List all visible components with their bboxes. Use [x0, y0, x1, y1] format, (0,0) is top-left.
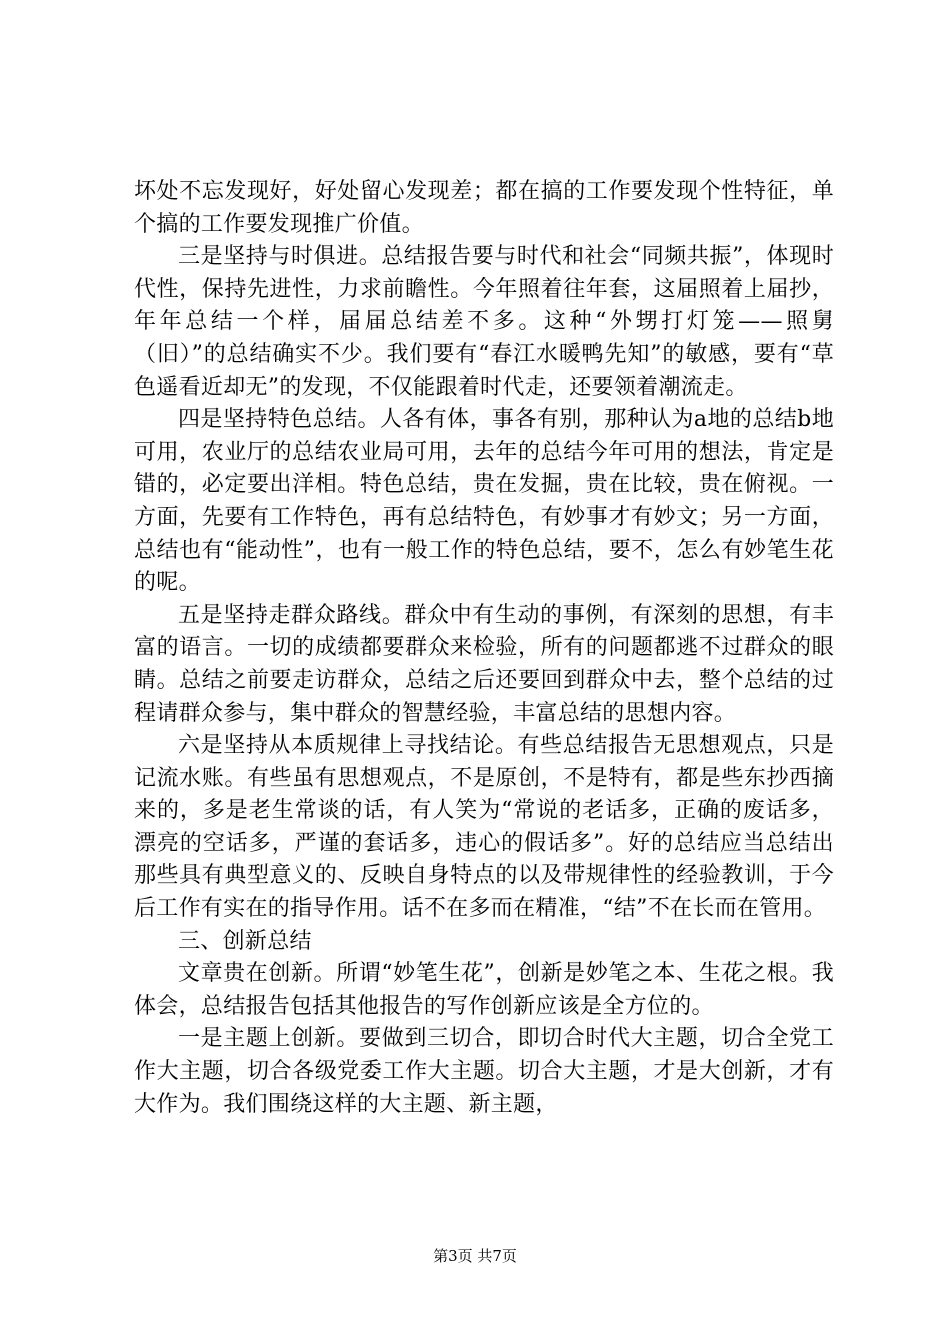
section-heading: 三、创新总结: [178, 928, 312, 954]
document-body: [134, 176, 834, 1121]
paragraph-continued: 坏处不忘发现好，好处留心发现差；都在搞的工作要发现个性特征，单个搞的工作要发现推广价值。: [134, 179, 834, 237]
paragraph-point-six: 六是坚持从本质规律上寻找结论。有些总结报告无思想观点，只是记流水账。有些虽有思想观点，不是原创，不是特有，都是些东抄西摘来的，多是老生常谈的话，有人笑为“常说的老话多，正确的废话多，漂亮的空话多，严谨的套话多，违心的假话多”。好的总结应当总结出那些具有典型意义的、反映自身特点的以及带规律性的经验教训，于今后工作有实在的指导作用。话不在多而在精准，“结”不在长而在管用。: [134, 733, 834, 922]
page-number-footer: 第3页 共7页: [433, 1247, 517, 1265]
paragraph-point-four: 四是坚持特色总结。人各有体，事各有别，那种认为a地的总结b地可用，农业厅的总结农业局可用，去年的总结今年可用的想法，肯定是错的，必定要出洋相。特色总结，贵在发掘，贵在比较，贵在俯视。一方面，先要有工作特色，再有总结特色，有妙事才有妙文；另一方面，总结也有“能动性”，也有一般工作的特色总结，要不，怎么有妙笔生花的呢。: [134, 407, 834, 596]
paragraph-point-three: 三是坚持与时俱进。总结报告要与时代和社会“同频共振”，体现时代性，保持先进性，力求前瞻性。今年照着往年套，这届照着上届抄，年年总结一个样，届届总结差不多。这种“外甥打灯笼——照舅（旧）”的总结确实不少。我们要有“春江水暖鸭先知”的敏感，要有“草色遥看近却无”的发现，不仅能跟着时代走，还要领着潮流走。: [134, 244, 834, 400]
paragraph-point-five: 五是坚持走群众路线。群众中有生动的事例，有深刻的思想，有丰富的语言。一切的成绩都要群众来检验，所有的问题都逃不过群众的眼睛。总结之前要走访群众，总结之后还要回到群众中去，整个总结的过程请群众参与，集中群众的智慧经验，丰富总结的思想内容。: [134, 602, 834, 726]
paragraph-theme-innovation: 一是主题上创新。要做到三切合，即切合时代大主题，切合全党工作大主题，切合各级党委工作大主题。切合大主题，才是大创新，才有大作为。我们围绕这样的大主题、新主题，: [134, 1026, 834, 1117]
paragraph-innovation-intro: 文章贵在创新。所谓“妙笔生花”，创新是妙笔之本、生花之根。我体会，总结报告包括其他报告的写作创新应该是全方位的。: [134, 961, 834, 1019]
